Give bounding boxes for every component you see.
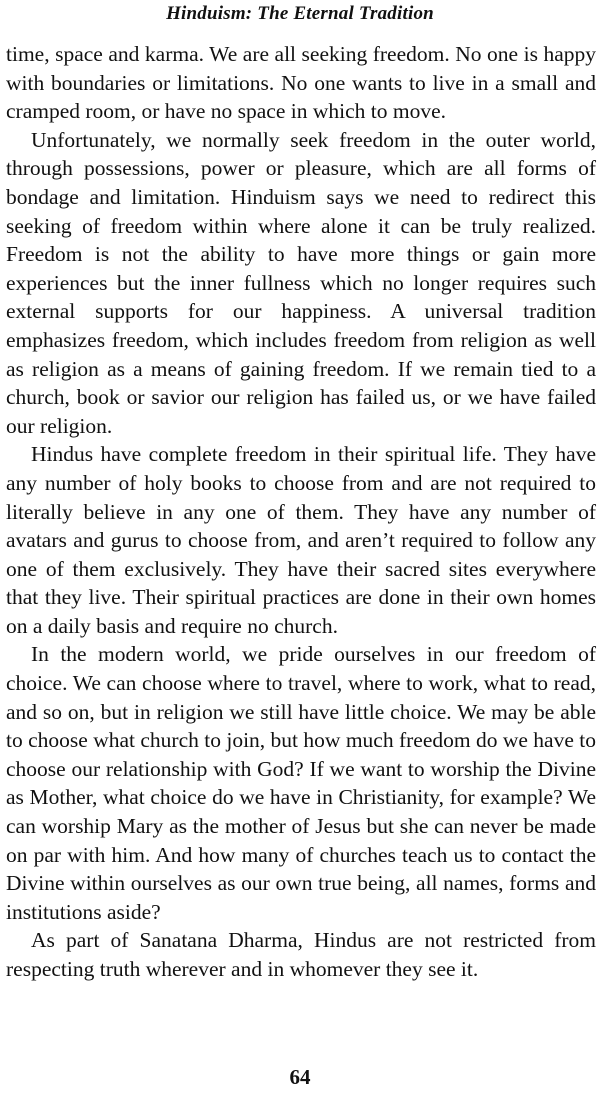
body-text <box>6 40 596 984</box>
paragraph: Unfortunately, we normally seek freedom in the outer world, through possessions, power or pleasure, which are all forms of bondage and limitation. Hinduism says we need to redirect this seeking of freedom within where alone it can be truly realized. Freedom is not the ability to have more things or gain more experiences but the inner fullness which no longer requires such external supports for our happiness. A universal tradition emphasizes freedom, which includes freedom from religion as well as religion as a means of gaining freedom. If we remain tied to a church, book or savior our religion has failed us, or we have failed our religion. <box>6 127 596 438</box>
paragraph: In the modern world, we pride ourselves in our freedom of choice. We can choose where to travel, where to work, what to read, and so on, but in religion we still have little choice. We may be able to choose what church to join, but how much freedom do we have to choose our relationship with God? If we want to worship the Divine as Mother, what choice do we have in Christianity, for example? We can worship Mary as the mother of Jesus but she can never be made on par with him. And how many of churches teach us to contact the Divine within ourselves as our own true being, all names, forms and institutions aside? <box>6 642 596 924</box>
running-head: Hinduism: The Eternal Tradition <box>166 3 434 24</box>
paragraph-continued: time, space and karma. We are all seeking freedom. No one is happy with boundaries or limitations. No one wants to live in a small and cramped room, or have no space in which to move. <box>6 42 596 124</box>
page-number: 64 <box>289 1065 311 1089</box>
paragraph: As part of Sanatana Dharma, Hindus are not restricted from respecting truth wherever and in whomever they see it. <box>6 928 596 981</box>
paragraph: Hindus have complete freedom in their spiritual life. They have any number of holy books to choose from and are not required to literally believe in any one of them. They have any number of avatars and gurus to choose from, and aren’t required to follow any one of them exclusively. They have their sacred sites everywhere that they live. Their spiritual practices are done in their own homes on a daily basis and require no church. <box>6 442 596 638</box>
